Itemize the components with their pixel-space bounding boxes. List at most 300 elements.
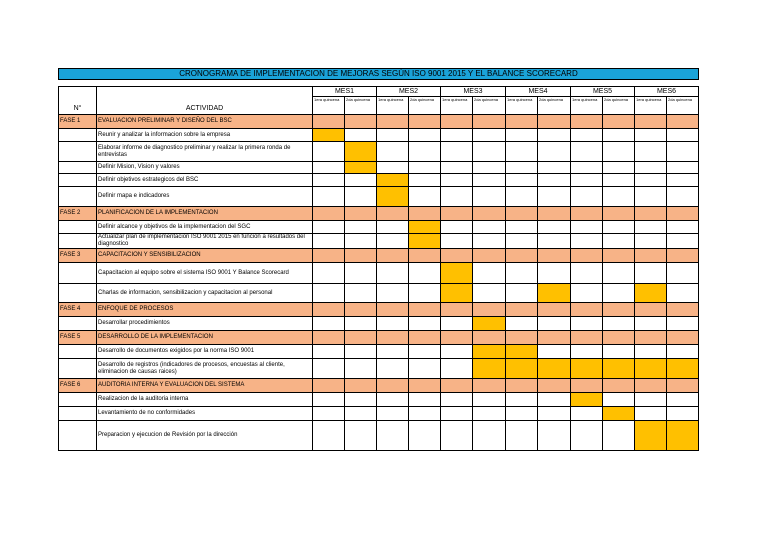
schedule-cell [667,284,699,303]
schedule-cell [667,221,699,234]
schedule-cell [635,331,667,345]
schedule-cell [603,115,635,129]
phase-label: FASE 1 [59,115,97,129]
row-number-cell [59,234,97,249]
row-number-cell [59,129,97,142]
schedule-cell [571,234,603,249]
schedule-cell [313,359,345,379]
row-number-cell [59,162,97,174]
schedule-cell [667,174,699,187]
schedule-cell [667,162,699,174]
schedule-cell [667,379,699,393]
schedule-cell [603,142,635,162]
schedule-cell [506,115,538,129]
schedule-cell [313,317,345,331]
schedule-cell [345,263,377,284]
activity-label: Levantamiento de no conformidades [97,407,313,421]
schedule-cell [473,263,506,284]
schedule-cell [667,263,699,284]
quincena-header: 1era quincena [441,97,473,115]
schedule-cell [603,303,635,317]
schedule-cell [538,303,571,317]
schedule-cell [473,284,506,303]
schedule-cell [506,174,538,187]
schedule-cell [603,345,635,359]
schedule-cell [571,263,603,284]
schedule-cell [571,187,603,207]
activity-row [59,263,699,284]
row-number-cell [59,263,97,284]
schedule-cell [345,129,377,142]
schedule-cell [345,249,377,263]
schedule-cell [538,421,571,451]
schedule-cell [313,249,345,263]
schedule-cell [313,263,345,284]
schedule-cell [345,345,377,359]
schedule-bar-cell [441,263,473,284]
schedule-cell [473,249,506,263]
activity-label: Definir alcance y objetivos de la implementacion del SGC [97,221,313,234]
schedule-cell [571,249,603,263]
activity-label: Actualizar plan de implementacion ISO 9001 2015 en funcion a resultados del diagnostico [97,234,313,249]
schedule-cell [473,331,506,345]
schedule-cell [409,303,441,317]
schedule-cell [506,207,538,221]
schedule-cell [345,284,377,303]
schedule-cell [635,174,667,187]
schedule-cell [635,393,667,407]
schedule-cell [409,249,441,263]
phase-row [59,207,699,221]
schedule-cell [571,221,603,234]
activity-row [59,162,699,174]
schedule-cell [313,379,345,393]
schedule-cell [571,162,603,174]
schedule-cell [377,284,409,303]
schedule-cell [409,162,441,174]
schedule-cell [377,263,409,284]
schedule-bar-cell [571,393,603,407]
schedule-cell [313,174,345,187]
schedule-cell [441,187,473,207]
schedule-cell [635,407,667,421]
activity-label: Elaborar informe de diagnostico preliminar y realizar la primera ronda de entrevistas [97,142,313,162]
activity-label: Desarrollo de documentos exigidos por la norma ISO 9001 [97,345,313,359]
schedule-cell [635,249,667,263]
schedule-cell [345,303,377,317]
schedule-cell [473,303,506,317]
row-number-cell [59,345,97,359]
schedule-cell [377,331,409,345]
row-number-cell [59,174,97,187]
schedule-cell [377,379,409,393]
schedule-cell [441,345,473,359]
schedule-bar-cell [603,407,635,421]
schedule-cell [538,115,571,129]
schedule-cell [345,174,377,187]
schedule-cell [313,142,345,162]
schedule-cell [506,221,538,234]
schedule-cell [473,421,506,451]
activity-label: Charlas de informacion, sensibilizacion y capacitacion al personal [97,284,313,303]
schedule-cell [603,249,635,263]
schedule-bar-cell [571,359,603,379]
schedule-cell [667,345,699,359]
schedule-cell [635,379,667,393]
schedule-cell [506,234,538,249]
month-header: MES5 [571,87,635,97]
schedule-cell [409,142,441,162]
activity-label: Preparacion y ejecucion de Revisión por la dirección [97,421,313,451]
page-title: CRONOGRAMA DE IMPLEMENTACION DE MEJORAS SEGÚN ISO 9001 2015 Y EL BALANCE SCORECARD [58,68,699,80]
schedule-cell [635,263,667,284]
row-number-cell [59,317,97,331]
schedule-cell [409,187,441,207]
schedule-cell [441,221,473,234]
schedule-bar-cell [538,284,571,303]
schedule-bar-cell [667,359,699,379]
schedule-cell [313,407,345,421]
schedule-bar-cell [377,187,409,207]
activity-row [59,359,699,379]
schedule-cell [313,284,345,303]
quincena-header: 2da quincena [345,97,377,115]
activity-label: Desarrollo de registros (indicadores de procesos, encuestas al cliente, eliminacion de causas raices) [97,359,313,379]
schedule-cell [538,345,571,359]
schedule-cell [441,129,473,142]
schedule-cell [538,407,571,421]
schedule-cell [409,129,441,142]
schedule-cell [377,221,409,234]
row-number-cell [59,393,97,407]
schedule-cell [409,407,441,421]
activity-row [59,221,699,234]
schedule-bar-cell [635,284,667,303]
schedule-cell [538,129,571,142]
schedule-cell [473,393,506,407]
schedule-cell [635,115,667,129]
schedule-cell [473,174,506,187]
schedule-cell [571,142,603,162]
schedule-cell [538,207,571,221]
schedule-cell [667,187,699,207]
schedule-bar-cell [473,317,506,331]
schedule-cell [667,234,699,249]
schedule-cell [313,421,345,451]
schedule-cell [506,303,538,317]
phase-title: AUDITORIA INTERNA Y EVALUACION DEL SISTEMA [97,379,313,393]
schedule-cell [667,129,699,142]
schedule-cell [635,221,667,234]
schedule-cell [603,187,635,207]
schedule-cell [377,207,409,221]
header-actividad: ACTIVIDAD [97,87,313,115]
phase-label: FASE 3 [59,249,97,263]
schedule-cell [377,115,409,129]
schedule-cell [603,207,635,221]
schedule-cell [571,174,603,187]
schedule-cell [377,234,409,249]
schedule-cell [635,142,667,162]
schedule-cell [441,249,473,263]
schedule-bar-cell [473,359,506,379]
phase-title: CAPACITACION Y SENSIBILIZACION [97,249,313,263]
schedule-cell [313,115,345,129]
schedule-cell [377,142,409,162]
schedule-cell [667,142,699,162]
schedule-cell [506,142,538,162]
activity-row [59,317,699,331]
activity-row [59,421,699,451]
schedule-cell [635,345,667,359]
schedule-cell [377,407,409,421]
month-header: MES4 [506,87,571,97]
schedule-cell [603,162,635,174]
schedule-cell [473,142,506,162]
phase-row [59,115,699,129]
quincena-header: 2da quincena [538,97,571,115]
schedule-cell [603,234,635,249]
schedule-cell [473,115,506,129]
phase-label: FASE 6 [59,379,97,393]
schedule-cell [377,249,409,263]
month-header: MES6 [635,87,699,97]
activity-label: Definir mapa e indicadores [97,187,313,207]
schedule-table [58,86,699,451]
schedule-cell [409,345,441,359]
schedule-cell [571,317,603,331]
activity-row [59,234,699,249]
schedule-cell [603,317,635,331]
schedule-cell [571,345,603,359]
schedule-cell [345,234,377,249]
schedule-cell [441,115,473,129]
schedule-cell [473,162,506,174]
activity-label: Desarrollar procedimientos [97,317,313,331]
schedule-cell [635,187,667,207]
schedule-cell [603,129,635,142]
schedule-cell [506,162,538,174]
schedule-cell [377,129,409,142]
schedule-cell [538,174,571,187]
schedule-cell [345,187,377,207]
schedule-cell [667,115,699,129]
schedule-cell [377,393,409,407]
schedule-cell [667,407,699,421]
schedule-cell [473,221,506,234]
schedule-cell [345,331,377,345]
phase-label: FASE 2 [59,207,97,221]
schedule-cell [345,379,377,393]
schedule-cell [538,142,571,162]
schedule-cell [441,407,473,421]
schedule-cell [571,421,603,451]
schedule-cell [473,234,506,249]
activity-label: Reunir y analizar la informacion sobre la empresa [97,129,313,142]
schedule-cell [635,129,667,142]
schedule-cell [506,284,538,303]
schedule-cell [345,359,377,379]
schedule-bar-cell [409,221,441,234]
activity-label: Capacitacion al equipo sobre el sistema ISO 9001 Y Balance Scorecard [97,263,313,284]
schedule-cell [345,221,377,234]
schedule-bar-cell [313,129,345,142]
schedule-cell [667,331,699,345]
schedule-cell [313,207,345,221]
schedule-cell [345,393,377,407]
quincena-header: 2da quincena [409,97,441,115]
activity-row [59,407,699,421]
schedule-cell [473,129,506,142]
schedule-cell [409,421,441,451]
schedule-cell [377,303,409,317]
schedule-cell [313,221,345,234]
schedule-cell [441,162,473,174]
activity-row [59,345,699,359]
schedule-bar-cell [667,421,699,451]
schedule-cell [345,421,377,451]
schedule-bar-cell [635,359,667,379]
schedule-bar-cell [506,345,538,359]
activity-row [59,174,699,187]
row-number-cell [59,421,97,451]
schedule-bar-cell [345,142,377,162]
schedule-bar-cell [506,359,538,379]
schedule-cell [313,303,345,317]
schedule-cell [441,142,473,162]
schedule-cell [377,345,409,359]
activity-row [59,187,699,207]
activity-label: Realizacion de la auditoria interna [97,393,313,407]
phase-title: DESARROLLO DE LA IMPLEMENTACION [97,331,313,345]
quincena-header: 2da quincena [473,97,506,115]
schedule-cell [473,407,506,421]
schedule-cell [506,317,538,331]
schedule-cell [571,303,603,317]
month-header: MES2 [377,87,441,97]
schedule-bar-cell [441,284,473,303]
schedule-cell [635,207,667,221]
schedule-cell [345,115,377,129]
month-header: MES1 [313,87,377,97]
schedule-cell [377,317,409,331]
phase-label: FASE 4 [59,303,97,317]
schedule-cell [571,129,603,142]
quincena-header: 1era quincena [377,97,409,115]
schedule-cell [571,207,603,221]
schedule-cell [441,359,473,379]
schedule-cell [409,393,441,407]
schedule-bar-cell [345,162,377,174]
row-number-cell [59,187,97,207]
schedule-cell [506,421,538,451]
schedule-cell [667,207,699,221]
activity-label: Definir objetivos estrategicos del BSC [97,174,313,187]
schedule-cell [571,331,603,345]
schedule-cell [603,174,635,187]
phase-label: FASE 5 [59,331,97,345]
phase-row [59,303,699,317]
schedule-cell [667,303,699,317]
schedule-cell [506,249,538,263]
schedule-cell [571,407,603,421]
schedule-cell [603,284,635,303]
schedule-cell [409,331,441,345]
activity-row [59,129,699,142]
schedule-cell [538,331,571,345]
schedule-cell [538,393,571,407]
activity-row [59,284,699,303]
phase-title: ENFOQUE DE PROCESOS [97,303,313,317]
schedule-cell [441,174,473,187]
schedule-cell [409,379,441,393]
schedule-cell [635,303,667,317]
schedule-cell [506,393,538,407]
schedule-cell [441,207,473,221]
schedule-cell [441,303,473,317]
schedule-cell [473,187,506,207]
schedule-cell [571,115,603,129]
row-number-cell [59,407,97,421]
schedule-cell [571,284,603,303]
schedule-cell [506,187,538,207]
quincena-header: 1era quincena [506,97,538,115]
quincena-header: 2da quincena [667,97,699,115]
schedule-cell [441,393,473,407]
schedule-cell [635,317,667,331]
schedule-cell [603,263,635,284]
schedule-cell [409,284,441,303]
schedule-cell [313,187,345,207]
schedule-cell [667,393,699,407]
schedule-cell [506,331,538,345]
row-number-cell [59,142,97,162]
schedule-cell [667,317,699,331]
schedule-cell [377,359,409,379]
schedule-cell [441,379,473,393]
schedule-cell [538,249,571,263]
schedule-cell [441,421,473,451]
schedule-cell [667,249,699,263]
schedule-cell [313,345,345,359]
schedule-cell [441,331,473,345]
schedule-cell [506,379,538,393]
schedule-cell [409,207,441,221]
schedule-cell [538,162,571,174]
schedule-cell [506,407,538,421]
schedule-cell [538,221,571,234]
activity-label: Definir Mision, Vision y valores [97,162,313,174]
month-header: MES3 [441,87,506,97]
row-number-cell [59,284,97,303]
phase-row [59,379,699,393]
schedule-cell [377,162,409,174]
quincena-header: 1era quincena [313,97,345,115]
schedule-cell [441,234,473,249]
schedule-cell [506,263,538,284]
schedule-cell [313,331,345,345]
schedule-cell [409,115,441,129]
schedule-cell [345,407,377,421]
schedule-cell [345,317,377,331]
schedule-cell [377,421,409,451]
schedule-cell [313,393,345,407]
schedule-cell [571,379,603,393]
schedule-cell [603,379,635,393]
schedule-bar-cell [538,359,571,379]
schedule-cell [603,331,635,345]
schedule-cell [506,129,538,142]
